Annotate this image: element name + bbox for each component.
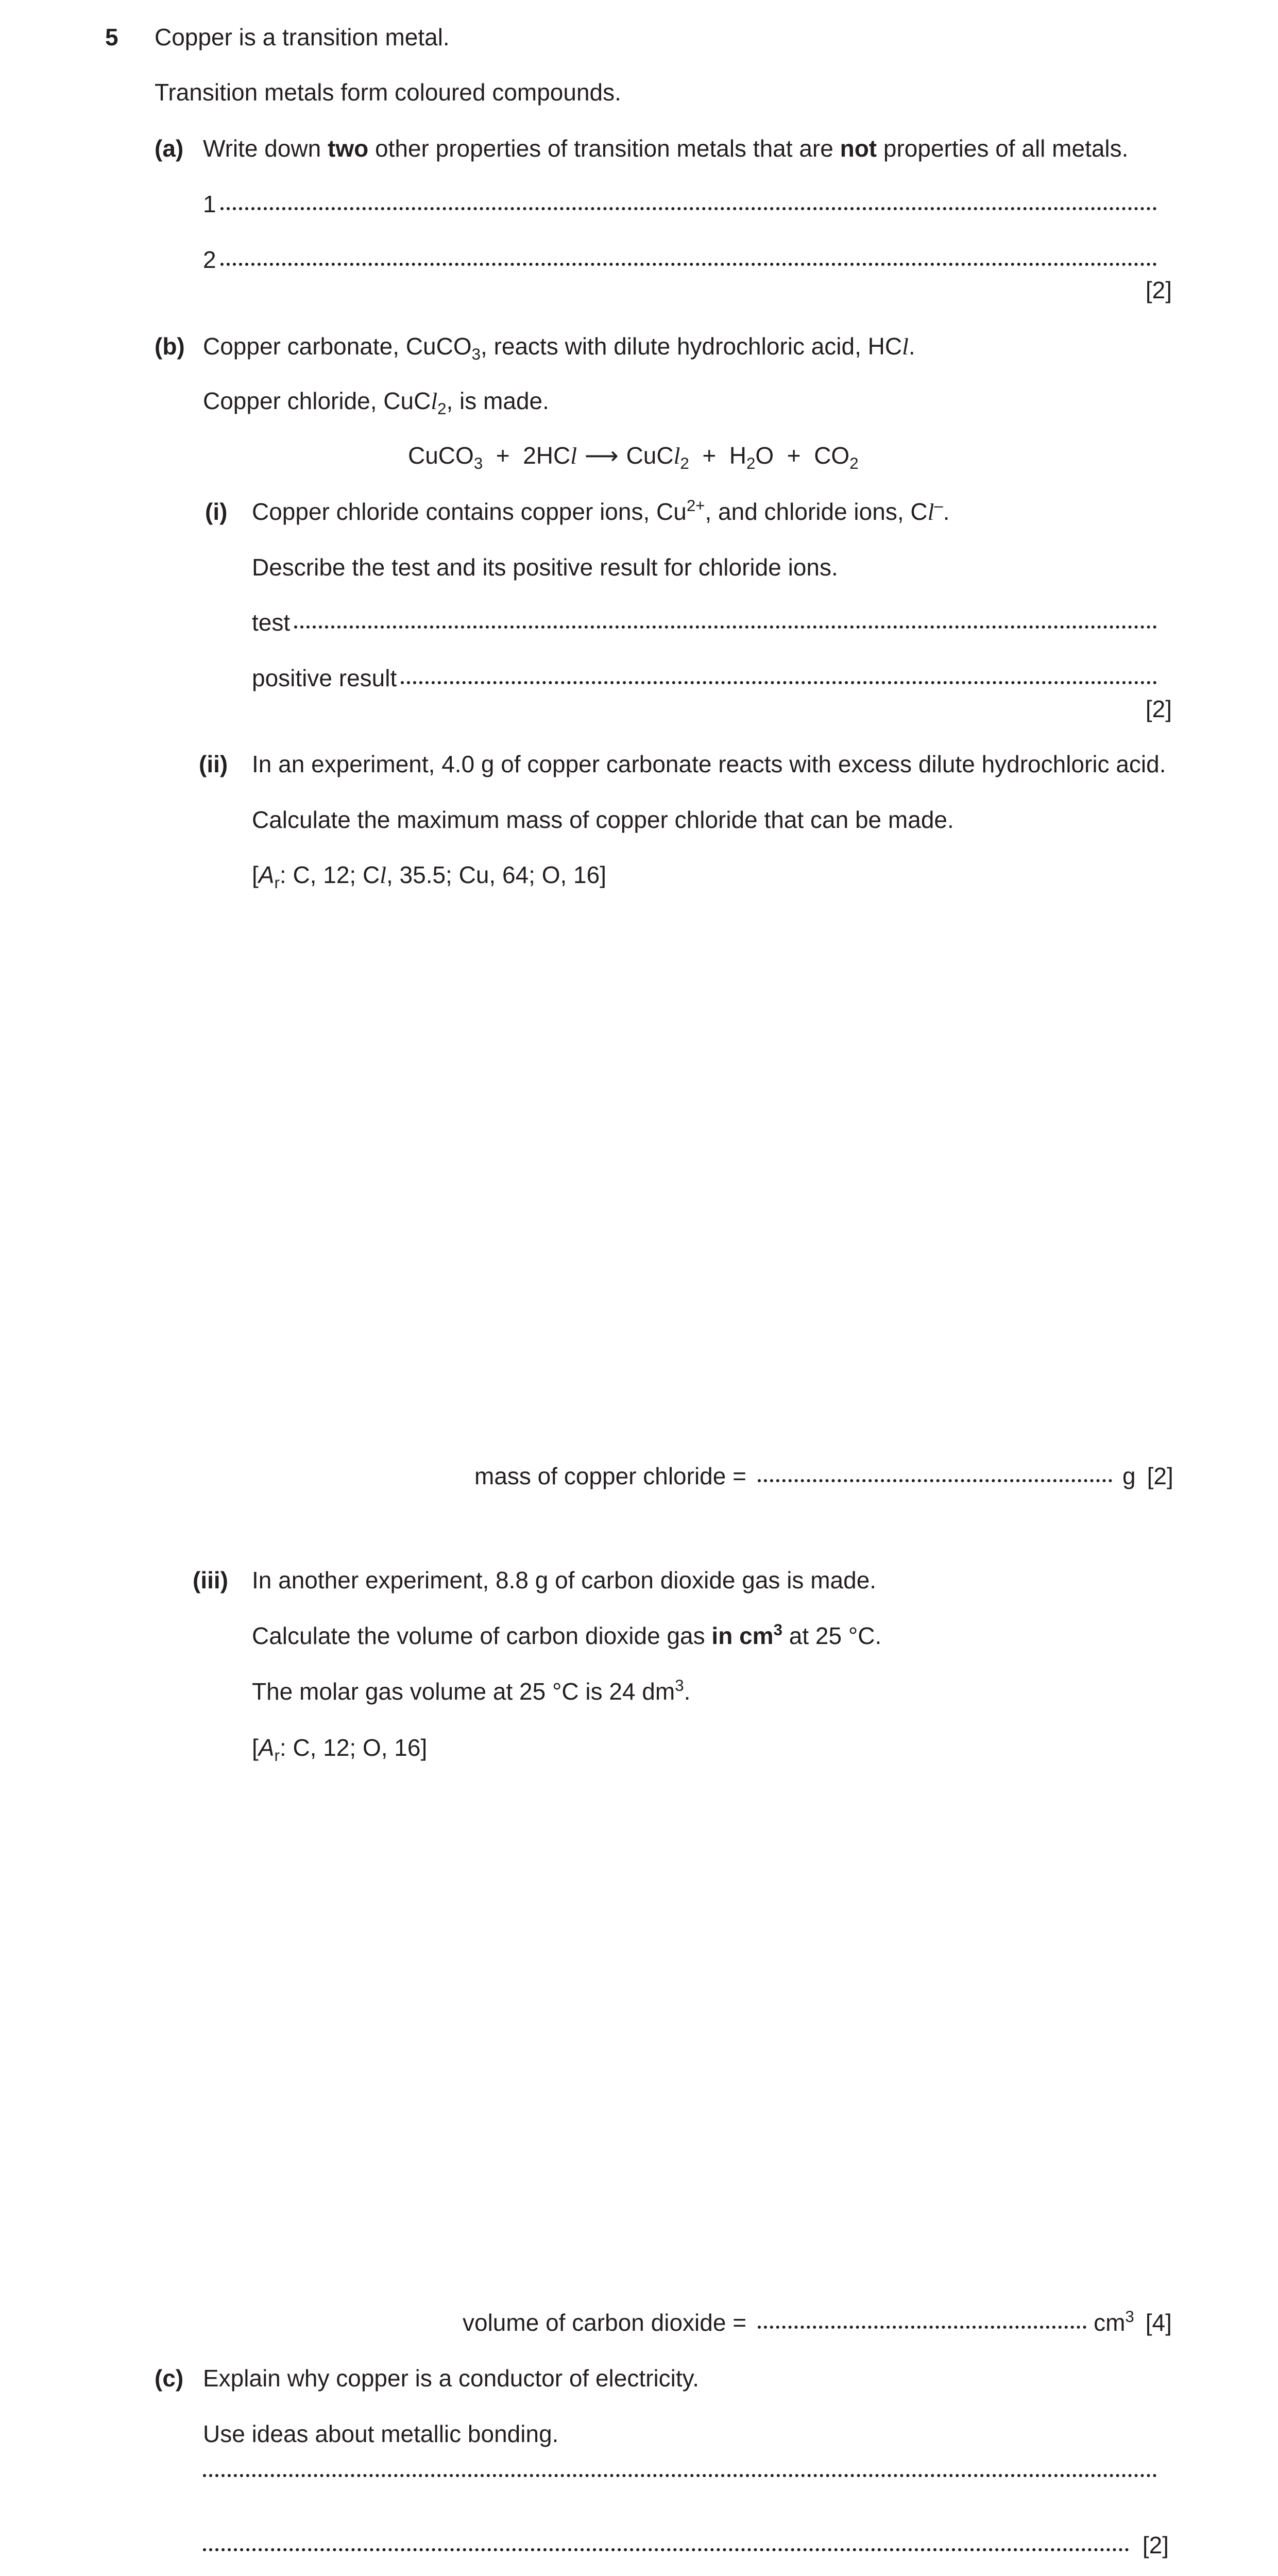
formula-text: . — [943, 498, 950, 525]
part-b-iii-line-1: In another experiment, 8.8 g of carbon dioxide gas is made. — [252, 1567, 877, 1594]
question-number: 5 — [105, 24, 118, 50]
formula-text: , reacts with dilute hydrochloric acid, HC — [481, 333, 902, 360]
part-b-ii-line-2: Calculate the maximum mass of copper chloride that can be made. — [252, 806, 954, 833]
part-b-ii-label: (ii) — [199, 751, 228, 777]
answer-dotted-line[interactable] — [220, 207, 1157, 210]
italic-l: l — [431, 388, 438, 414]
part-b-ii-line-1: In an experiment, 4.0 g of copper carbonate reacts with excess dilute hydrochloric acid. — [252, 751, 1166, 777]
formula-text: , and chloride ions, C — [705, 498, 928, 525]
italic-l: l — [570, 443, 577, 469]
formula-text: . — [908, 333, 915, 360]
answer-line-label: mass of copper chloride = — [474, 1463, 746, 1489]
superscript: 2+ — [686, 496, 705, 515]
equation-term: H — [729, 442, 747, 469]
answer-unit — [1094, 2309, 1134, 2336]
part-a-prompt-text: properties of all metals. — [877, 135, 1129, 162]
equation-term: CuCO — [408, 442, 474, 469]
part-b-i-result-answer[interactable] — [252, 665, 1157, 692]
part-a-prompt — [203, 135, 1128, 162]
emphasis-unit: in cm — [711, 1622, 774, 1649]
part-a-emphasis-not: not — [840, 135, 877, 162]
part-b-ii-relative-masses — [252, 861, 606, 892]
part-c-line-1: Explain why copper is a conductor of electricity. — [203, 2365, 700, 2392]
prompt-text: The molar gas volume at 25 °C is 24 dm — [252, 1678, 675, 1705]
part-b-ii-mass-answer[interactable] — [474, 1463, 1173, 1490]
prompt-text: Calculate the volume of carbon dioxide gas — [252, 1622, 712, 1649]
part-c-label: (c) — [155, 2365, 184, 2392]
answer-line-label: volume of carbon dioxide = — [463, 2309, 747, 2336]
part-b-i-line-1 — [252, 498, 950, 526]
part-b-iii-label: (iii) — [193, 1567, 228, 1594]
unit-text: cm — [1094, 2309, 1126, 2336]
superscript: 3 — [675, 1676, 684, 1694]
part-b-ii-marks: [2] — [1147, 1463, 1173, 1489]
part-c-answer-2[interactable] — [203, 2532, 1169, 2559]
part-a-marks: [2] — [1145, 277, 1172, 303]
equation-term: 2HC — [523, 442, 571, 469]
subscript: 2 — [849, 454, 859, 472]
answer-line-label: test — [252, 609, 291, 636]
subscript: 3 — [473, 454, 483, 472]
answer-dotted-line[interactable] — [203, 2548, 1129, 2551]
answer-line-label: 2 — [203, 246, 216, 273]
part-a-emphasis-two: two — [328, 135, 369, 162]
answer-dotted-line[interactable] — [220, 263, 1157, 266]
italic-l: l — [673, 443, 680, 469]
subscript: 2 — [746, 454, 756, 472]
answer-dotted-line[interactable] — [758, 2326, 1086, 2329]
equation-term: CuC — [626, 442, 674, 469]
answer-dotted-line[interactable] — [401, 681, 1157, 684]
part-b-i-test-answer[interactable] — [252, 609, 1157, 636]
part-a-prompt-text: Write down — [203, 135, 328, 162]
superscript: 3 — [1125, 2307, 1134, 2326]
part-c-line-2: Use ideas about metallic bonding. — [203, 2420, 559, 2447]
formula-text: Copper carbonate, CuCO — [203, 333, 472, 360]
formula-text: Copper chloride contains copper ions, Cu — [252, 498, 687, 525]
part-b-iii-relative-masses — [252, 1734, 428, 1765]
formula-text: : C, 12; C — [279, 861, 380, 888]
part-b-line-1 — [203, 333, 915, 361]
chemical-equation — [408, 442, 859, 470]
equation-term: O — [755, 442, 774, 469]
reaction-arrow-icon: ⟶ — [584, 442, 619, 469]
answer-line-label: 1 — [203, 191, 216, 217]
equation-plus: + — [787, 442, 801, 469]
answer-dotted-line[interactable] — [203, 2474, 1157, 2477]
equation-plus: + — [496, 442, 510, 469]
italic-a: A — [258, 1734, 275, 1761]
subscript: 2 — [437, 400, 447, 418]
formula-text: , 35.5; Cu, 64; O, 16] — [386, 861, 606, 888]
part-b-label: (b) — [155, 333, 185, 360]
part-b-iii-line-2 — [252, 1622, 881, 1650]
part-a-label: (a) — [155, 135, 184, 162]
italic-a: A — [258, 861, 275, 888]
formula-text: , is made. — [446, 387, 549, 414]
part-a-answer-1[interactable] — [203, 191, 1157, 218]
formula-text: : C, 12; O, 16] — [279, 1734, 428, 1761]
part-b-i-marks: [2] — [1145, 696, 1172, 722]
superscript: – — [934, 496, 943, 515]
italic-l: l — [902, 333, 909, 360]
part-b-iii-line-3 — [252, 1678, 690, 1705]
prompt-text: . — [684, 1678, 691, 1705]
subscript: 2 — [680, 454, 689, 472]
equation-term: CO — [814, 442, 850, 469]
equation-plus: + — [702, 442, 717, 469]
subscript: r — [274, 874, 280, 892]
bracket: [ — [252, 861, 259, 888]
part-b-iii-marks: [4] — [1145, 2309, 1172, 2336]
italic-l: l — [380, 862, 386, 888]
part-b-i-line-2: Describe the test and its positive result for chloride ions. — [252, 554, 838, 581]
question-intro-2: Transition metals form coloured compounds. — [155, 79, 621, 106]
part-c-marks: [2] — [1142, 2532, 1169, 2558]
subscript: r — [274, 1747, 280, 1765]
answer-dotted-line[interactable] — [294, 625, 1157, 629]
bracket: [ — [252, 1734, 259, 1761]
formula-text: Copper chloride, CuC — [203, 387, 431, 414]
subscript: 3 — [471, 345, 481, 363]
part-a-answer-2[interactable] — [203, 246, 1157, 274]
superscript: 3 — [773, 1620, 782, 1639]
part-a-prompt-text: other properties of transition metals that are — [368, 135, 840, 162]
prompt-text: at 25 °C. — [782, 1622, 882, 1649]
italic-l: l — [927, 499, 934, 525]
part-b-i-label: (i) — [205, 498, 228, 525]
answer-dotted-line[interactable] — [758, 1479, 1112, 1482]
answer-line-label: positive result — [252, 665, 397, 691]
answer-unit: g — [1122, 1463, 1136, 1489]
question-intro-1: Copper is a transition metal. — [155, 24, 450, 50]
part-b-line-2 — [203, 387, 549, 418]
part-c-answer-1[interactable] — [203, 2476, 1157, 2479]
part-b-iii-volume-answer[interactable] — [463, 2309, 1172, 2336]
